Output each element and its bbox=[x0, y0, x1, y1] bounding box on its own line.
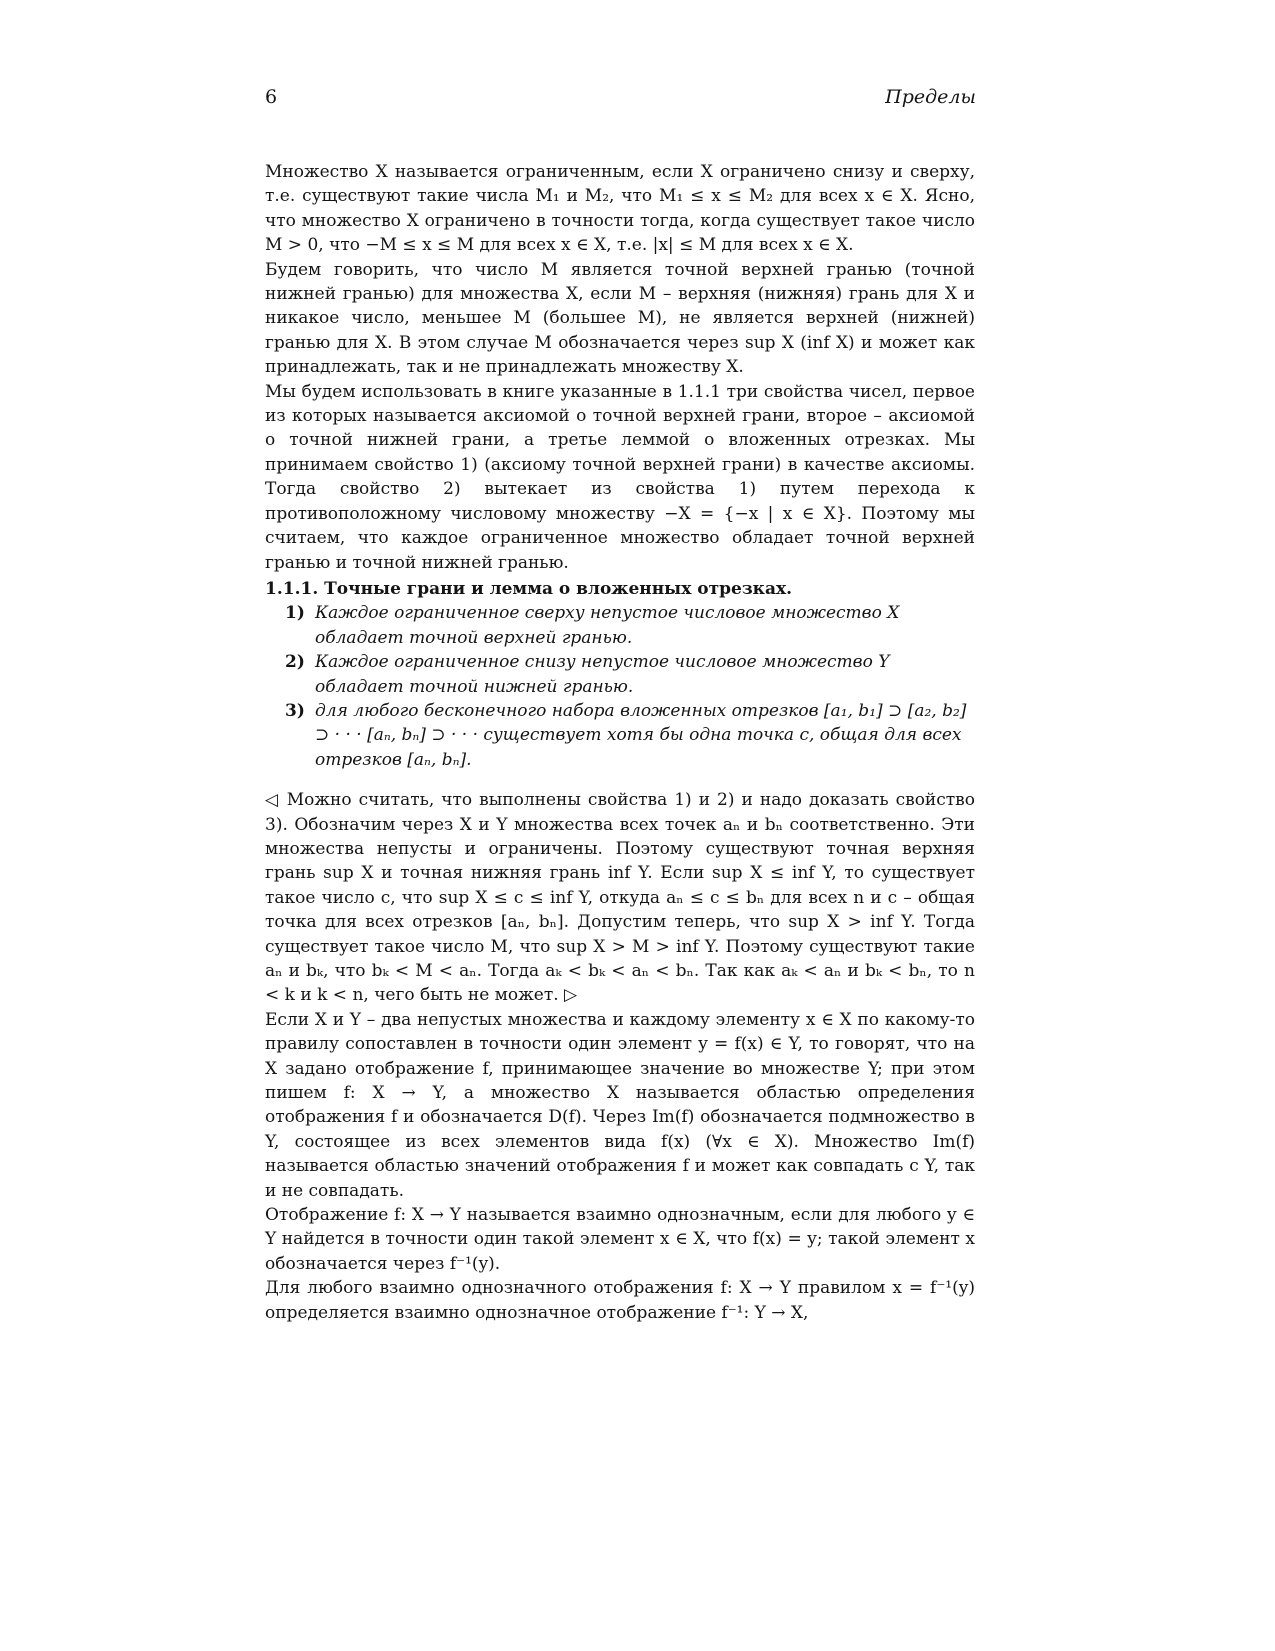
paragraph-sup-inf: Будем говорить, что число M является точной верхней гранью (точной нижней гранью) для множества X, если M – верхняя (нижняя) грань для X и никакое число, меньшее M (большее M), не является верхней (нижней) гранью для X. В этом случае M обозначается через sup X (inf X) и может как принадлежать, так и не принадлежать множеству X. bbox=[265, 259, 975, 378]
theorem-item bbox=[265, 699, 975, 772]
theorem-item bbox=[265, 601, 975, 650]
section-heading: 1.1.1. Точные грани и лемма о вложенных отрезках. bbox=[265, 578, 793, 599]
running-title: Пределы bbox=[885, 86, 976, 108]
paragraph-axioms: Мы будем использовать в книге указанные в 1.1.1 три свойства чисел, первое из которых называется аксиомой о точной верхней грани, второе – аксиомой о точной нижней грани, а третье леммой о вложенных отрезках. Мы принимаем свойство 1) (аксиому точной верхней грани) в качестве аксиомы. Тогда свойство 2) вытекает из свойства 1) путем перехода к противоположному числовому множеству −X = {−x | x ∈ X}. Поэтому мы считаем, что каждое ограниченное множество обладает точной верхней гранью и точной нижней гранью. bbox=[265, 381, 975, 573]
page-body bbox=[265, 160, 975, 1325]
theorem-list bbox=[265, 601, 975, 772]
paragraph-bijection: Отображение f: X → Y называется взаимно однозначным, если для любого y ∈ Y найдется в точности один такой элемент x ∈ X, что f(x) = y; такой элемент x обозначается через f⁻¹(y). bbox=[265, 1205, 975, 1274]
paragraph-mapping: Если X и Y – два непустых множества и каждому элементу x ∈ X по какому-то правилу сопоставлен в точности один элемент y = f(x) ∈ Y, то говорят, что на X задано отображение f, принимающее значение во множестве Y; при этом пишем f: X → Y, а множество X называется областью определения отображения f и обозначается D(f). Через Im(f) обозначается подмножество в Y, состоящее из всех элементов вида f(x) (∀x ∈ X). Множество Im(f) называется областью значений отображения f и может как совпадать с Y, так и не совпадать. bbox=[265, 1009, 975, 1201]
theorem-item-text: Каждое ограниченное снизу непустое числовое множество Y обладает точной нижней гранью. bbox=[315, 652, 890, 697]
theorem-item-text: Каждое ограниченное сверху непустое числовое множество X обладает точной верхней гранью. bbox=[315, 603, 900, 648]
theorem-item-number: 2) bbox=[285, 652, 305, 673]
paragraph-proof: ◁ Можно считать, что выполнены свойства 1) и 2) и надо доказать свойство 3). Обозначим через X и Y множества всех точек aₙ и bₙ соответственно. Эти множества непусты и ограничены. Поэтому существуют точная верхняя грань sup X и точная нижняя грань inf Y. Если sup X ≤ inf Y, то существует такое число c, что sup X ≤ c ≤ inf Y, откуда aₙ ≤ c ≤ bₙ для всех n и c – общая точка для всех отрезков [aₙ, bₙ]. Допустим теперь, что sup X > inf Y. Тогда существует такое число M, что sup X > M > inf Y. Поэтому существуют такие aₙ и bₖ, что bₖ < M < aₙ. Тогда aₖ < bₖ < aₙ < bₙ. Так как aₖ < aₙ и bₖ < bₙ, то n < k и k < n, чего быть не может. ▷ bbox=[265, 790, 975, 1006]
paragraph-inverse: Для любого взаимно однозначного отображения f: X → Y правилом x = f⁻¹(y) определяется взаимно однозначное отображение f⁻¹: Y → X, bbox=[265, 1278, 975, 1323]
page-number: 6 bbox=[265, 86, 278, 108]
theorem-item-number: 1) bbox=[285, 603, 305, 624]
theorem-item bbox=[265, 650, 975, 699]
theorem-item-number: 3) bbox=[285, 700, 305, 721]
paragraph-bounded-set: Множество X называется ограниченным, если X ограничено снизу и сверху, т.е. существуют такие числа M₁ и M₂, что M₁ ≤ x ≤ M₂ для всех x ∈ X. Ясно, что множество X ограничено в точности тогда, когда существует такое число M > 0, что −M ≤ x ≤ M для всех x ∈ X, т.е. |x| ≤ M для всех x ∈ X. bbox=[265, 162, 975, 256]
theorem-item-text: для любого бесконечного набора вложенных отрезков [a₁, b₁] ⊃ [a₂, b₂] ⊃ · · · [aₙ, bₙ] ⊃ · · · существует хотя бы одна точка c, общая для всех отрезков [aₙ, bₙ]. bbox=[315, 700, 967, 770]
